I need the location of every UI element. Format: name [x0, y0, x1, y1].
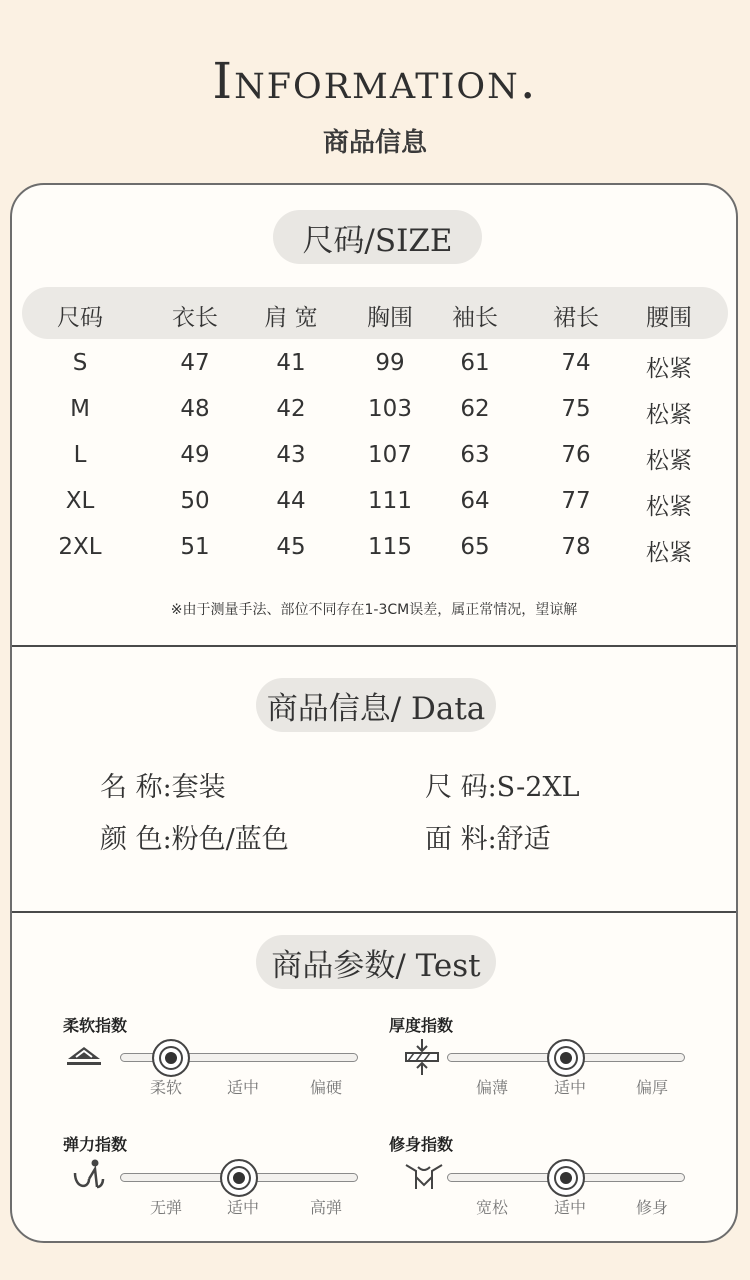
- size-table-header-cell: 袖长: [452, 305, 498, 331]
- fit-body-icon: [402, 1157, 446, 1197]
- size-table-header-cell: 腰围: [646, 305, 692, 331]
- section-divider: [12, 911, 736, 913]
- param-title: 弹力指数: [63, 1135, 128, 1154]
- page-subtitle: 商品信息: [322, 128, 427, 158]
- size-table-cell: 松紧: [646, 402, 692, 428]
- size-table-header-cell: 胸围: [367, 305, 413, 331]
- size-table-cell: 63: [460, 442, 490, 468]
- size-table-cell: L: [73, 442, 87, 468]
- size-table-cell: 115: [368, 534, 412, 560]
- size-table-cell: 78: [561, 534, 591, 560]
- size-section-heading: 尺码/SIZE: [273, 210, 482, 264]
- stretch-icon: [67, 1157, 111, 1197]
- size-table-cell: 2XL: [58, 534, 102, 560]
- size-table-cell: 62: [460, 396, 490, 422]
- product-color: 颜 色:粉色/蓝色: [100, 824, 289, 855]
- stretch-label-low: 无弹: [149, 1198, 183, 1217]
- size-table-header-cell: 裙长: [553, 305, 599, 331]
- fit-indicator: [547, 1159, 585, 1197]
- size-table-cell: 松紧: [646, 448, 692, 474]
- size-table-cell: XL: [65, 488, 95, 514]
- size-table-cell: 43: [276, 442, 306, 468]
- size-table-cell: 41: [276, 350, 306, 376]
- section-divider: [12, 645, 736, 647]
- data-section-heading: 商品信息/ Data: [256, 678, 496, 732]
- page-title: Information.: [212, 52, 538, 110]
- size-table-cell: 77: [561, 488, 591, 514]
- fit-label-high: 修身: [635, 1198, 669, 1217]
- size-table-cell: 松紧: [646, 540, 692, 566]
- softness-label-mid: 适中: [226, 1078, 260, 1097]
- thickness-label-high: 偏厚: [635, 1078, 669, 1097]
- size-table-cell: 47: [180, 350, 210, 376]
- size-table-cell: 42: [276, 396, 306, 422]
- size-table-header-cell: 肩 宽: [264, 305, 318, 331]
- size-table-cell: M: [70, 396, 90, 422]
- size-table-cell: 103: [368, 396, 412, 422]
- size-table-cell: 99: [375, 350, 405, 376]
- size-table-header-cell: 衣长: [172, 305, 218, 331]
- size-table-cell: 松紧: [646, 356, 692, 382]
- size-table-cell: 50: [180, 488, 210, 514]
- stretch-label-high: 高弹: [309, 1198, 343, 1217]
- param-title: 厚度指数: [389, 1016, 454, 1035]
- info-card: [10, 183, 738, 1243]
- param-title: 修身指数: [389, 1135, 454, 1154]
- size-table-cell: 61: [460, 350, 490, 376]
- size-table-cell: 44: [276, 488, 306, 514]
- softness-indicator: [152, 1039, 190, 1077]
- measurement-note: ※由于测量手法、部位不同存在1-3CM误差，属正常情况，望谅解: [170, 602, 578, 618]
- soft-shoe-icon: [62, 1037, 106, 1077]
- size-table-cell: 75: [561, 396, 591, 422]
- stretch-label-mid: 适中: [226, 1198, 260, 1217]
- thickness-indicator: [547, 1039, 585, 1077]
- size-table-cell: 48: [180, 396, 210, 422]
- product-size-range: 尺 码:S-2XL: [425, 772, 580, 803]
- product-fabric: 面 料:舒适: [425, 824, 551, 855]
- size-table-cell: 65: [460, 534, 490, 560]
- thickness-label-low: 偏薄: [475, 1078, 509, 1097]
- size-table-cell: S: [72, 350, 88, 376]
- thickness-icon: [400, 1037, 444, 1077]
- size-table-cell: 松紧: [646, 494, 692, 520]
- size-table-cell: 107: [368, 442, 412, 468]
- softness-label-low: 柔软: [149, 1078, 183, 1097]
- fit-label-low: 宽松: [475, 1198, 509, 1217]
- stretch-indicator: [220, 1159, 258, 1197]
- size-table-cell: 51: [180, 534, 210, 560]
- product-name: 名 称:套装: [100, 772, 226, 803]
- size-table-cell: 49: [180, 442, 210, 468]
- size-table-cell: 64: [460, 488, 490, 514]
- fit-label-mid: 适中: [553, 1198, 587, 1217]
- size-table-cell: 111: [368, 488, 412, 514]
- thickness-label-mid: 适中: [553, 1078, 587, 1097]
- param-title: 柔软指数: [63, 1016, 128, 1035]
- size-table-cell: 76: [561, 442, 591, 468]
- size-table-cell: 45: [276, 534, 306, 560]
- softness-label-high: 偏硬: [309, 1078, 343, 1097]
- size-table-header-cell: 尺码: [57, 305, 103, 331]
- size-table-cell: 74: [561, 350, 591, 376]
- test-section-heading: 商品参数/ Test: [256, 935, 496, 989]
